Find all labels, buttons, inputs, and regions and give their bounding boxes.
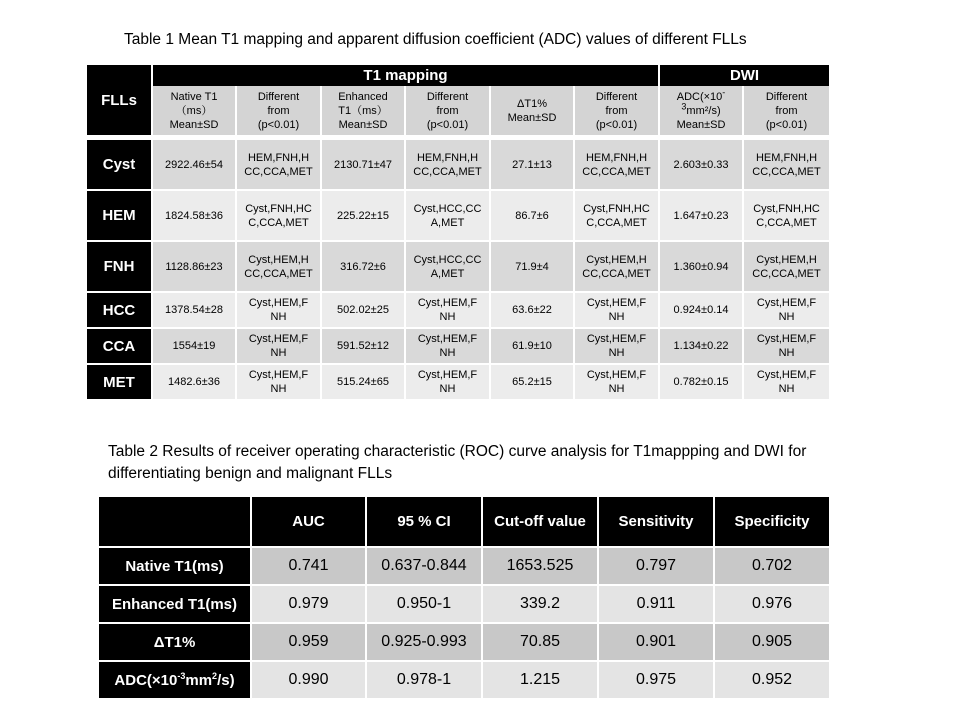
different-from-cell: HEM,FNH,H CC,CCA,MET <box>235 140 320 191</box>
table1-row-met <box>87 365 829 401</box>
different-from-cell: Cyst,HEM,F NH <box>404 329 489 365</box>
table2 <box>98 496 830 699</box>
different-from-cell: Cyst,HCC,CC A,MET <box>404 191 489 242</box>
row-label: MET <box>87 365 151 401</box>
table2-value-cell: 339.2 <box>482 585 598 623</box>
table2-value-cell: 1.215 <box>482 661 598 699</box>
delta-t1-cell: 27.1±13 <box>489 140 573 191</box>
row-label: HCC <box>87 293 151 329</box>
native-t1-cell: 1128.86±23 <box>151 242 235 293</box>
adc-cell: 1.360±0.94 <box>658 242 742 293</box>
table1-row-hem <box>87 191 829 242</box>
subheader-different-from: Different from (p<0.01) <box>742 86 829 137</box>
table1-row-cca <box>87 329 829 365</box>
table2-row <box>98 661 830 699</box>
native-t1-cell: 1554±19 <box>151 329 235 365</box>
dwi-header: DWI <box>658 65 829 86</box>
table2-row <box>98 547 830 585</box>
table2-value-cell: 0.950-1 <box>366 585 482 623</box>
table2-value-cell: 0.952 <box>714 661 830 699</box>
delta-t1-cell: 65.2±15 <box>489 365 573 401</box>
table2-row-label: ΔT1% <box>98 623 251 661</box>
different-from-cell: Cyst,HEM,F NH <box>742 293 829 329</box>
adc-cell: 1.647±0.23 <box>658 191 742 242</box>
subheader-different-from: Different from (p<0.01) <box>573 86 658 137</box>
table2-value-cell: 0.979 <box>251 585 366 623</box>
table2-value-cell: 0.911 <box>598 585 714 623</box>
different-from-cell: Cyst,HEM,F NH <box>742 329 829 365</box>
different-from-cell: Cyst,HEM,F NH <box>573 293 658 329</box>
different-from-cell: Cyst,FNH,HC C,CCA,MET <box>742 191 829 242</box>
different-from-cell: HEM,FNH,H CC,CCA,MET <box>573 140 658 191</box>
table1-row-fnh <box>87 242 829 293</box>
native-t1-cell: 2922.46±54 <box>151 140 235 191</box>
table1 <box>87 65 829 401</box>
subheader-delta-t1: ΔT1% Mean±SD <box>489 86 573 137</box>
table2-value-cell: 0.637-0.844 <box>366 547 482 585</box>
table2-header-cell: Specificity <box>714 496 830 547</box>
table2-value-cell: 0.797 <box>598 547 714 585</box>
table2-corner <box>98 496 251 547</box>
different-from-cell: Cyst,HEM,F NH <box>235 293 320 329</box>
table2-value-cell: 0.975 <box>598 661 714 699</box>
adc-cell: 2.603±0.33 <box>658 140 742 191</box>
different-from-cell: Cyst,HEM,F NH <box>573 365 658 401</box>
different-from-cell: Cyst,HEM,H CC,CCA,MET <box>742 242 829 293</box>
table1-row-hcc <box>87 293 829 329</box>
row-label: Cyst <box>87 140 151 191</box>
enhanced-t1-cell: 225.22±15 <box>320 191 404 242</box>
delta-t1-cell: 86.7±6 <box>489 191 573 242</box>
delta-t1-cell: 71.9±4 <box>489 242 573 293</box>
table2-row <box>98 623 830 661</box>
different-from-cell: HEM,FNH,H CC,CCA,MET <box>742 140 829 191</box>
table2-row-label: Native T1(ms) <box>98 547 251 585</box>
row-label: FNH <box>87 242 151 293</box>
row-label: HEM <box>87 191 151 242</box>
adc-cell: 0.782±0.15 <box>658 365 742 401</box>
table2-value-cell: 0.959 <box>251 623 366 661</box>
table2-value-cell: 0.978-1 <box>366 661 482 699</box>
table1-row-cyst <box>87 140 829 191</box>
table2-value-cell: 0.976 <box>714 585 830 623</box>
enhanced-t1-cell: 515.24±65 <box>320 365 404 401</box>
different-from-cell: Cyst,FNH,HC C,CCA,MET <box>573 191 658 242</box>
t1-mapping-header: T1 mapping <box>151 65 658 86</box>
adc-cell: 0.924±0.14 <box>658 293 742 329</box>
different-from-cell: Cyst,FNH,HC C,CCA,MET <box>235 191 320 242</box>
different-from-cell: Cyst,HEM,F NH <box>404 365 489 401</box>
native-t1-cell: 1482.6±36 <box>151 365 235 401</box>
table2-value-cell: 70.85 <box>482 623 598 661</box>
table2-row-label: Enhanced T1(ms) <box>98 585 251 623</box>
table2-caption: Table 2 Results of receiver operating characteristic (ROC) curve analysis for T1mappping and DWI for differentiating benign and malignant FLLs <box>108 443 807 482</box>
different-from-cell: Cyst,HEM,F NH <box>742 365 829 401</box>
row-label: CCA <box>87 329 151 365</box>
enhanced-t1-cell: 2130.71±47 <box>320 140 404 191</box>
fll-header: FLLs <box>87 65 151 137</box>
table2-value-cell: 0.702 <box>714 547 830 585</box>
table1-caption: Table 1 Mean T1 mapping and apparent diffusion coefficient (ADC) values of different FLLs <box>124 31 747 48</box>
table2-value-cell: 0.925-0.993 <box>366 623 482 661</box>
subheader-native-t1: Native T1 （ms） Mean±SD <box>151 86 235 137</box>
different-from-cell: Cyst,HEM,F NH <box>235 329 320 365</box>
subheader-enhanced-t1: Enhanced T1（ms） Mean±SD <box>320 86 404 137</box>
table2-header-cell: AUC <box>251 496 366 547</box>
different-from-cell: HEM,FNH,H CC,CCA,MET <box>404 140 489 191</box>
table2-value-cell: 0.741 <box>251 547 366 585</box>
delta-t1-cell: 61.9±10 <box>489 329 573 365</box>
subheader-different-from: Different from (p<0.01) <box>235 86 320 137</box>
table2-header-cell: Sensitivity <box>598 496 714 547</box>
enhanced-t1-cell: 316.72±6 <box>320 242 404 293</box>
different-from-cell: Cyst,HEM,F NH <box>235 365 320 401</box>
table2-value-cell: 0.901 <box>598 623 714 661</box>
subheader-adc: ADC(×10- $^3$mm²/s) Mean±SD <box>658 86 742 137</box>
different-from-cell: Cyst,HEM,F NH <box>573 329 658 365</box>
table2-header-cell: Cut-off value <box>482 496 598 547</box>
table2-value-cell: 0.990 <box>251 661 366 699</box>
different-from-cell: Cyst,HEM,F NH <box>404 293 489 329</box>
different-from-cell: Cyst,HEM,H CC,CCA,MET <box>235 242 320 293</box>
enhanced-t1-cell: 591.52±12 <box>320 329 404 365</box>
table2-header-cell: 95 % CI <box>366 496 482 547</box>
table2-value-cell: 1653.525 <box>482 547 598 585</box>
table2-row <box>98 585 830 623</box>
different-from-cell: Cyst,HEM,H CC,CCA,MET <box>573 242 658 293</box>
delta-t1-cell: 63.6±22 <box>489 293 573 329</box>
native-t1-cell: 1378.54±28 <box>151 293 235 329</box>
subheader-different-from: Different from (p<0.01) <box>404 86 489 137</box>
native-t1-cell: 1824.58±36 <box>151 191 235 242</box>
different-from-cell: Cyst,HCC,CC A,MET <box>404 242 489 293</box>
table2-row-label: $ADC(\times 10^{-3}mm^2/s)$ <box>98 661 251 699</box>
table2-value-cell: 0.905 <box>714 623 830 661</box>
adc-cell: 1.134±0.22 <box>658 329 742 365</box>
enhanced-t1-cell: 502.02±25 <box>320 293 404 329</box>
